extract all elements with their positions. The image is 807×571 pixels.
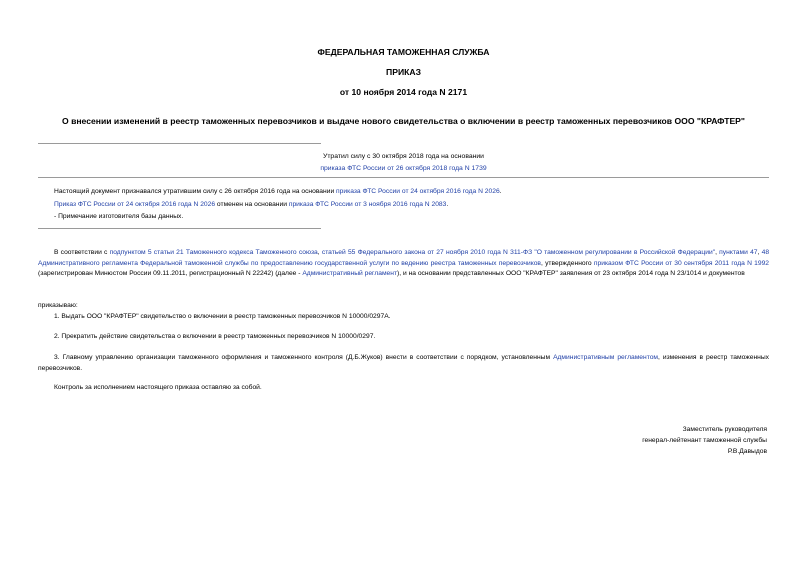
editorial-line-3: - Примечание изготовителя базы данных. bbox=[54, 213, 184, 220]
editorial-link-order-2026[interactable]: приказа ФТС России от 24 октября 2016 года N 2026 bbox=[336, 188, 500, 195]
order-item-1: 1. Выдать ООО "КРАФТЕР" свидетельство о включении в реестр таможенных перевозчиков N 10000/0297А. bbox=[54, 313, 391, 320]
control-statement: Контроль за исполнением настоящего приказа оставляю за собой. bbox=[54, 384, 262, 391]
editorial-link-order-2026-b[interactable]: Приказ ФТС России от 24 октября 2016 года N 2026 bbox=[54, 201, 216, 208]
preamble-text: , bbox=[317, 249, 322, 256]
document-type: ПРИКАЗ bbox=[386, 67, 421, 77]
order-intro: приказываю: bbox=[38, 302, 78, 309]
preamble-text: , bbox=[715, 249, 720, 256]
link-admin-regulation-2[interactable]: Административным регламентом bbox=[553, 354, 659, 361]
preamble-paragraph bbox=[38, 248, 769, 280]
order-item-3-text: , изменения в реестр таможенных перевозчиков. bbox=[38, 354, 769, 372]
link-customs-code[interactable]: подпунктом 5 статьи 21 Таможенного кодекса Таможенного союза bbox=[109, 249, 318, 256]
editorial-text: отменен на основании bbox=[215, 201, 289, 208]
order-item-2: 2. Прекратить действие свидетельства о включении в реестр таможенных перевозчиков N 10000/0297. bbox=[54, 333, 376, 340]
link-admin-regulation[interactable]: Административный регламент bbox=[302, 270, 398, 277]
divider bbox=[38, 143, 321, 144]
preamble-text: В соответствии с bbox=[54, 249, 110, 256]
order-item-3-text: 3. Главному управлению организации таможенного оформления и таможенного контроля (Д.Б.Жуков) внести в соответствии с порядком, установленным bbox=[54, 354, 554, 361]
preamble-text: , bbox=[757, 249, 762, 256]
divider bbox=[38, 177, 769, 178]
preamble-text: (зарегистрирован Минюстом России 09.11.2011, регистрационный N 22242) (далее - bbox=[38, 270, 303, 277]
signature-name: Р.В.Давыдов bbox=[727, 448, 767, 455]
document-date-number: от 10 ноября 2014 года N 2171 bbox=[339, 87, 468, 97]
editorial-punct: . bbox=[446, 201, 449, 208]
order-item-3 bbox=[38, 353, 769, 374]
document-title: О внесении изменений в реестр таможенных перевозчиков и выдаче нового свидетельства о включении в реестр таможенных перевозчиков ООО "КРАФТЕР" bbox=[62, 116, 745, 126]
link-order-1992[interactable]: приказом ФТС России от 30 сентября 2011 года N 1992 bbox=[593, 259, 770, 267]
link-point-47[interactable]: пунктами 47 bbox=[719, 249, 758, 256]
status-note-link-line bbox=[0, 165, 807, 172]
editorial-link-order-2083[interactable]: приказа ФТС России от 3 ноября 2016 года N 2083 bbox=[288, 201, 447, 208]
signature-position-1: Заместитель руководителя bbox=[682, 426, 767, 433]
editorial-line-1 bbox=[54, 188, 502, 195]
preamble-text: ), и на основании представленных ООО "КРАФТЕР" заявления от 23 октября 2014 года N 23/1014 и документов bbox=[397, 270, 745, 277]
divider bbox=[38, 228, 321, 229]
preamble-text: , утвержденного bbox=[540, 259, 594, 267]
editorial-line-2 bbox=[54, 201, 448, 208]
editorial-punct: . bbox=[499, 188, 502, 195]
agency-name: ФЕДЕРАЛЬНАЯ ТАМОЖЕННАЯ СЛУЖБА bbox=[317, 47, 490, 57]
editorial-text: Настоящий документ признавался утратившим силу с 26 октября 2016 года на основании bbox=[54, 188, 337, 195]
status-note-link[interactable]: приказа ФТС России от 26 октября 2018 года N 1739 bbox=[320, 165, 487, 172]
status-note: Утратил силу с 30 октября 2018 года на основании bbox=[323, 153, 484, 160]
link-admin-regulation-points[interactable]: 48 Административного регламента Федеральной таможенной службы по предоставлению государственной услуги по ведению реестра таможенных перевозчиков bbox=[38, 249, 770, 267]
link-federal-law-311[interactable]: статьей 55 Федерального закона от 27 ноября 2010 года N 311-ФЗ "О таможенном регулировании в Российской Федерации" bbox=[321, 249, 716, 256]
signature-position-2: генерал-лейтенант таможенной службы bbox=[642, 437, 767, 444]
